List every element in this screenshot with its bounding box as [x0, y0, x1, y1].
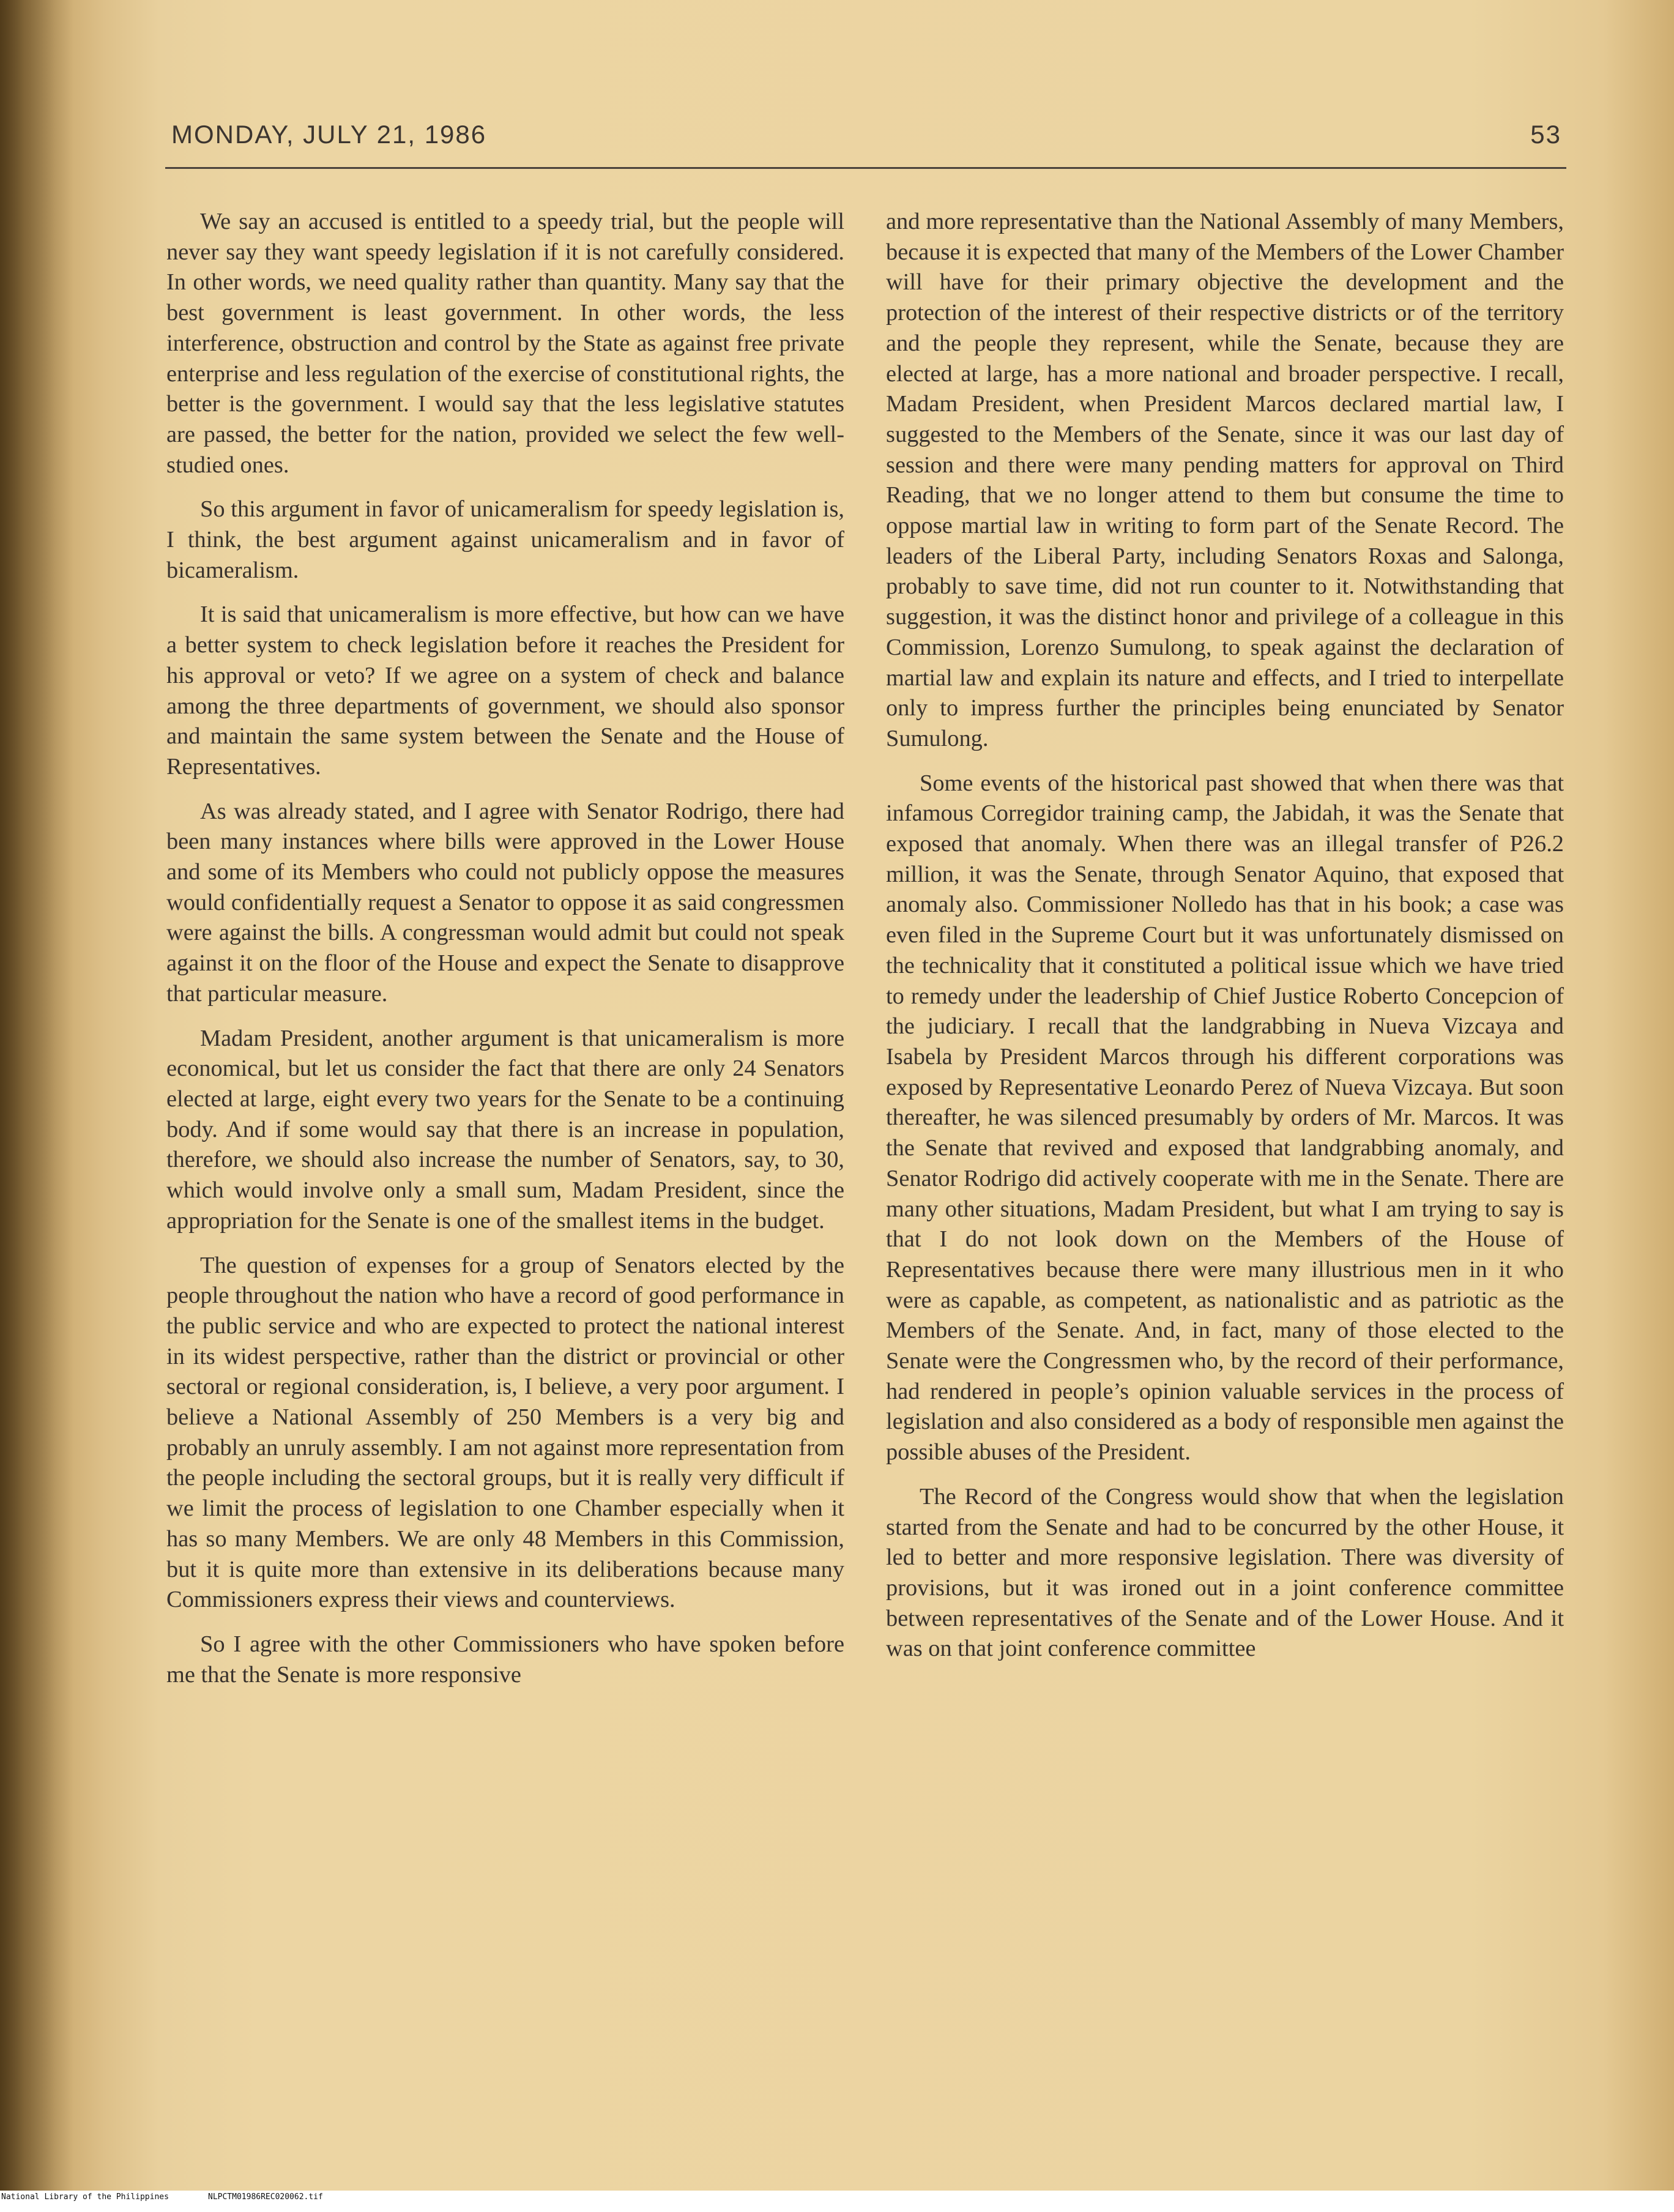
paragraph: The question of expenses for a group of Senators elected by the people throughout the nation who have a record of good performance in the public service and who are expected to protect the national interest in its widest perspective, rather than the district or provincial or other sectoral or regional consideration, is, I believe, a very poor argument. I believe a National Assembly of 250 Members is a very big and probably an unruly assembly. I am not against more representation from the people including the sectoral groups, but it is really very difficult if we limit the process of legislation to one Chamber especially when it has so many Members. We are only 48 Members in this Commission, but it is quite more than extensive in its deliberations because many Commissioners express their views and counterviews. [166, 1252, 844, 1613]
paragraph: The Record of the Congress would show that when the legislation started from the Senate and had to be concurred by the other House, it led to better and more responsive legislation. There was diversity of provisions, but it was ironed out in a joint conference committee between representatives of the Senate and of the Lower House. And it was on that joint conference committee [886, 1483, 1564, 1662]
paragraph: Madam President, another argument is that unicameralism is more economical, but let us consider the fact that there are only 24 Senators elected at large, eight every two years for the Senate to be a continuing body. And if some would say that there is an increase in population, therefore, we should also increase the number of Senators, say, to 30, which would involve only a small sum, Madam President, since the appropriation for the Senate is one of the smallest items in the budget. [166, 1025, 844, 1234]
footer-filename: NLPCTM01986REC020062.tif [208, 2192, 323, 2202]
footer-library: National Library of the Philippines [1, 2192, 169, 2202]
left-column [166, 207, 844, 1690]
paragraph: So I agree with the other Commissioners who have spoken before me that the Senate is more responsive [166, 1631, 844, 1688]
right-column [886, 207, 1564, 1664]
header-rule [165, 167, 1566, 169]
scan-footer [0, 2191, 1674, 2212]
paragraph: Some events of the historical past showed that when there was that infamous Corregidor training camp, the Jabidah, it was the Senate that exposed that anomaly. When there was an illegal transfer of P26.2 million, it was the Senate, through Senator Aquino, that exposed that anomaly also. Commissioner Nolledo has that in his book; a case was even filed in the Supreme Court but it was unfortunately dismissed on the technicality that it constituted a political issue which we have tried to remedy under the leadership of Chief Justice Roberto Concepcion of the judiciary. I recall that the landgrabbing in Nueva Vizcaya and Isabela by President Marcos through his different corporations was exposed by Representative Leonardo Perez of Nueva Vizcaya. But soon thereafter, he was silenced presumably by orders of Mr. Marcos. It was the Senate that revived and exposed that landgrabbing anomaly, and Senator Rodrigo did actively cooperate with me in the Senate. There are many other situations, Madam President, but what I am trying to say is that I do not look down on the Members of the House of Representatives because there were many illustrious men in it who were as capable, as competent, as nationalistic and as patriotic as the Members of the Senate. And, in fact, many of those elected to the Senate were the Congressmen who, by the record of their performance, had rendered in people’s opinion valuable services in the process of legislation and also considered as a body of responsible men against the possible abuses of the President. [886, 770, 1564, 1465]
running-header [171, 120, 1561, 163]
paragraph: We say an accused is entitled to a speedy trial, but the people will never say they want speedy legislation if it is not carefully considered. In other words, we need quality rather than quantity. Many say that the best government is least government. In other words, the less interference, obstruction and control by the State as against free private enterprise and less regulation of the exercise of constitutional rights, the better is the government. I would say that the less legislative statutes are passed, the better for the nation, provided we select the few well-studied ones. [166, 209, 844, 478]
binding-shadow [0, 0, 73, 2191]
paragraph: As was already stated, and I agree with Senator Rodrigo, there had been many instances where bills were approved in the Lower House and some of its Members who could not publicly oppose the measures would confidentially request a Senator to oppose it as said congressmen were against the bills. A congressman would admit but could not speak against it on the floor of the House and expect the Senate to disapprove that particular measure. [166, 798, 844, 1007]
paragraph: So this argument in favor of unicameralism for speedy legislation is, I think, the best argument against unicameralism and in favor of bicameralism. [166, 496, 844, 583]
header-date: MONDAY, JULY 21, 1986 [171, 120, 487, 149]
page-number: 53 [1530, 120, 1561, 149]
paragraph: and more representative than the National Assembly of many Members, because it is expected that many of the Members of the Lower Chamber will have for their primary objective the development and the protection of the interest of their respective districts or of the territory and the people they represent, while the Senate, because they are elected at large, has a more national and broader perspective. I recall, Madam President, when President Marcos declared martial law, I suggested to the Members of the Senate, since it was our last day of session and there were many pending matters for approval on Third Reading, that we no longer attend to them but consume the time to oppose martial law in writing to form part of the Senate Record. The leaders of the Liberal Party, including Senators Roxas and Salonga, probably to save time, did not run counter to it. Notwithstanding that suggestion, it was the distinct honor and privilege of a colleague in this Commission, Lorenzo Sumulong, to speak against the declaration of martial law and explain its nature and effects, and I tried to interpellate only to impress further the principles being enunciated by Senator Sumulong. [886, 209, 1564, 751]
paragraph: It is said that unicameralism is more effective, but how can we have a better system to check legislation before it reaches the President for his approval or veto? If we agree on a system of check and balance among the three departments of government, we should also sponsor and maintain the same system between the Senate and the House of Representatives. [166, 601, 844, 780]
